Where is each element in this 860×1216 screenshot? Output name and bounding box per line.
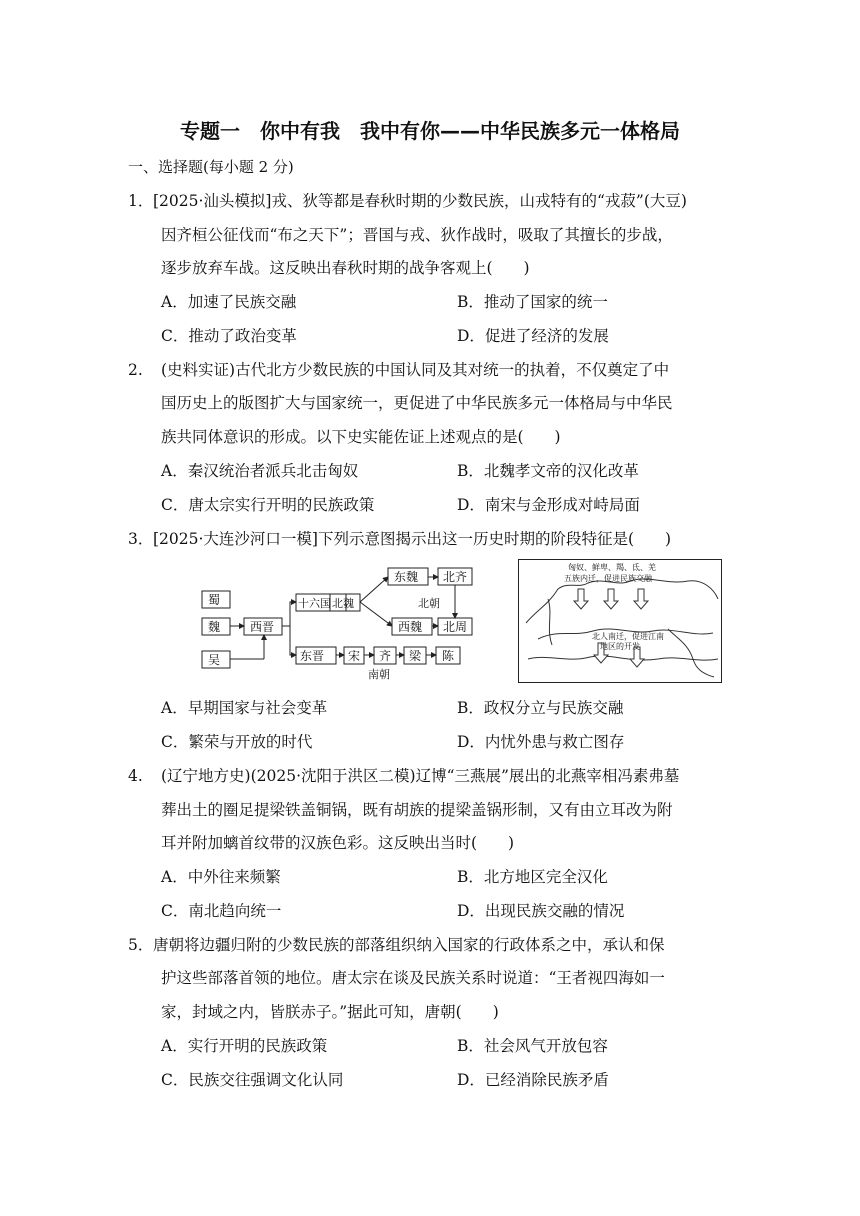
label-beichao: 北朝	[418, 597, 440, 610]
question-5-line-1: 唐朝将边疆归附的少数民族的部落组织纳入国家的行政体系之中，承认和保	[153, 936, 665, 954]
label-liang: 梁	[409, 649, 422, 663]
question-4-option-b[interactable]: B．北方地区完全汉化	[457, 868, 608, 886]
question-5-number: 5．	[128, 936, 154, 954]
label-xijin: 西晋	[250, 620, 275, 634]
label-shu: 蜀	[208, 593, 221, 607]
question-4-number: 4.	[128, 767, 143, 785]
question-1-option-c[interactable]: C．推动了政治变革	[161, 327, 297, 345]
label-nanchao: 南朝	[368, 668, 390, 681]
question-2-line-2: 国历史上的版图扩大与国家统一，更促进了中华民族多元一体格局与中华民	[161, 394, 673, 412]
map-label-south-1: 北人南迁，促进江南	[592, 632, 664, 641]
question-5-option-a[interactable]: A．实行开明的民族政策	[161, 1037, 328, 1055]
label-wu: 吴	[208, 653, 221, 667]
question-3-option-b[interactable]: B．政权分立与民族交融	[457, 699, 624, 717]
question-1-line-1: [2025·汕头模拟]戎、狄等都是春秋时期的少数民族，山戎特有的“戎菽”(大豆)	[153, 192, 687, 210]
question-5-line-2: 护这些部落首领的地位。唐太宗在谈及民族关系时说道：“王者视四海如一	[161, 969, 665, 987]
question-5-option-c[interactable]: C．民族交往强调文化认同	[161, 1071, 344, 1089]
question-2-line-3: 族共同体意识的形成。以下史实能佐证上述观点的是( )	[161, 428, 561, 446]
question-4-option-d[interactable]: D．出现民族交融的情况	[457, 902, 625, 920]
page-title: 专题一 你中有我 我中有你——中华民族多元一体格局	[180, 119, 680, 143]
question-3-option-a[interactable]: A．早期国家与社会变革	[161, 699, 328, 717]
question-4-option-a[interactable]: A．中外往来频繁	[161, 868, 281, 886]
question-4-option-c[interactable]: C．南北趋向统一	[161, 902, 282, 920]
label-qi: 齐	[379, 649, 392, 663]
label-xiwei: 西魏	[398, 620, 423, 634]
question-3-line-1: [2025·大连沙河口一模]下列示意图揭示出这一历史时期的阶段特征是( )	[153, 530, 672, 548]
question-1-line-2: 因齐桓公征伐而“布之天下”；晋国与戎、狄作战时，吸取了其擅长的步战，	[161, 226, 673, 244]
label-beiwei: 北魏	[332, 597, 354, 610]
question-2-line-1: (史料实证)古代北方少数民族的中国认同及其对统一的执着，不仅奠定了中	[161, 361, 670, 379]
migration-map	[518, 559, 722, 683]
label-dongjin: 东晋	[300, 649, 325, 663]
map-label-migration: 五族内迁，促进民族交融	[564, 574, 652, 583]
question-3-option-d[interactable]: D．内忧外患与救亡图存	[457, 733, 625, 751]
label-beiqi: 北齐	[443, 570, 468, 584]
question-1-option-b[interactable]: B．推动了国家的统一	[457, 293, 608, 311]
question-1-option-d[interactable]: D．促进了经济的发展	[457, 327, 609, 345]
question-5-line-3: 家，封域之内，皆朕赤子。”据此可知，唐朝( )	[161, 1003, 499, 1021]
question-4-line-1: (辽宁地方史)(2025·沈阳于洪区二模)辽博“三燕展”展出的北燕宰相冯素弗墓	[161, 767, 680, 785]
question-2-option-d[interactable]: D．南宋与金形成对峙局面	[457, 496, 640, 514]
label-song: 宋	[348, 649, 361, 663]
map-label-tribes: 匈奴、鲜卑、羯、氐、羌	[568, 563, 656, 572]
question-1-line-3: 逐步放弃车战。这反映出春秋时期的战争客观上( )	[161, 259, 530, 277]
question-2-number: 2.	[128, 361, 143, 379]
question-2-option-a[interactable]: A．秦汉统治者派兵北击匈奴	[161, 462, 359, 480]
label-wei: 魏	[208, 620, 221, 634]
section-heading: 一、选择题(每小题 2 分)	[128, 158, 294, 176]
label-beizhou: 北周	[443, 620, 468, 634]
question-5-option-b[interactable]: B．社会风气开放包容	[457, 1037, 608, 1055]
question-3-option-c[interactable]: C．繁荣与开放的时代	[161, 733, 313, 751]
label-dongwei: 东魏	[394, 570, 419, 584]
label-chen: 陈	[442, 649, 455, 663]
label-shiliuguo: 十六国	[298, 597, 331, 610]
question-1-number: 1．	[128, 192, 154, 210]
question-4-line-3: 耳并附加螭首纹带的汉族色彩。这反映出当时( )	[161, 834, 515, 852]
question-2-option-c[interactable]: C．唐太宗实行开明的民族政策	[161, 496, 375, 514]
question-4-line-2: 葬出土的圈足提梁铁盖铜锅，既有胡族的提梁盖锅形制，又有由立耳改为附	[161, 801, 673, 819]
map-label-south-2: 地区的开发	[600, 642, 640, 651]
question-5-option-d[interactable]: D．已经消除民族矛盾	[457, 1071, 609, 1089]
question-2-option-b[interactable]: B．北魏孝文帝的汉化改革	[457, 462, 639, 480]
question-1-option-a[interactable]: A．加速了民族交融	[161, 293, 297, 311]
dynasty-flow-diagram	[198, 560, 478, 682]
question-3-number: 3．	[128, 530, 154, 548]
